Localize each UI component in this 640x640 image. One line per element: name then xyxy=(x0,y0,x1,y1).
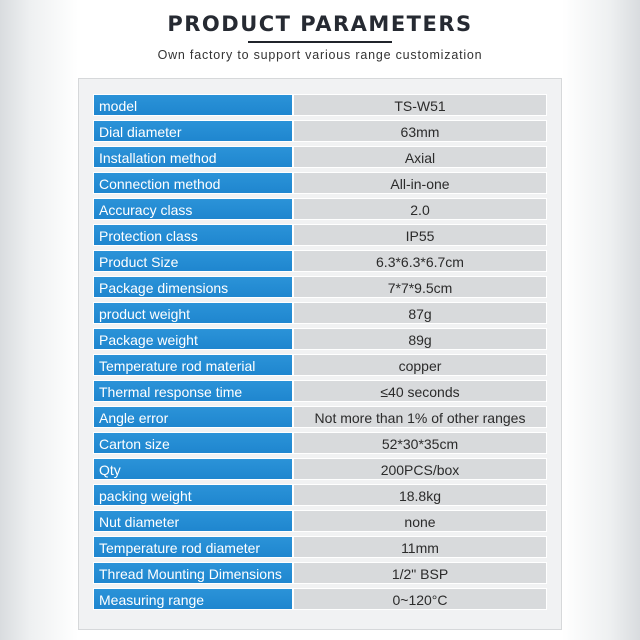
parameter-label: Measuring range xyxy=(93,588,293,610)
table-row xyxy=(93,458,547,480)
parameter-value: IP55 xyxy=(293,224,547,246)
parameter-value: 63mm xyxy=(293,120,547,142)
parameter-value: 1/2" BSP xyxy=(293,562,547,584)
parameter-value: copper xyxy=(293,354,547,376)
parameter-label: Nut diameter xyxy=(93,510,293,532)
parameters-table xyxy=(78,78,562,630)
parameter-label: Carton size xyxy=(93,432,293,454)
parameter-value: 18.8kg xyxy=(293,484,547,506)
table-row xyxy=(93,224,547,246)
page-title: PRODUCT PARAMETERS xyxy=(167,12,473,36)
parameter-label: Angle error xyxy=(93,406,293,428)
parameter-value: Axial xyxy=(293,146,547,168)
table-row xyxy=(93,588,547,610)
parameter-label: Qty xyxy=(93,458,293,480)
parameter-label: Temperature rod material xyxy=(93,354,293,376)
parameter-value: 7*7*9.5cm xyxy=(293,276,547,298)
table-row xyxy=(93,536,547,558)
parameter-value: 6.3*6.3*6.7cm xyxy=(293,250,547,272)
parameter-value: 52*30*35cm xyxy=(293,432,547,454)
parameter-value: 2.0 xyxy=(293,198,547,220)
parameter-value: All-in-one xyxy=(293,172,547,194)
parameter-label: Protection class xyxy=(93,224,293,246)
table-row xyxy=(93,276,547,298)
parameter-value: 89g xyxy=(293,328,547,350)
parameter-value: 200PCS/box xyxy=(293,458,547,480)
parameter-label: Temperature rod diameter xyxy=(93,536,293,558)
parameter-value: ≤40 seconds xyxy=(293,380,547,402)
table-row xyxy=(93,302,547,324)
parameter-label: Package weight xyxy=(93,328,293,350)
parameter-label: model xyxy=(93,94,293,116)
parameter-value: Not more than 1% of other ranges xyxy=(293,406,547,428)
table-row xyxy=(93,198,547,220)
table-row xyxy=(93,380,547,402)
parameter-value: 11mm xyxy=(293,536,547,558)
parameter-value: TS-W51 xyxy=(293,94,547,116)
table-row xyxy=(93,562,547,584)
table-row xyxy=(93,354,547,376)
parameter-value: 0~120°C xyxy=(293,588,547,610)
parameter-label: Accuracy class xyxy=(93,198,293,220)
table-row xyxy=(93,172,547,194)
parameter-label: Thread Mounting Dimensions xyxy=(93,562,293,584)
parameter-label: product weight xyxy=(93,302,293,324)
title-underline xyxy=(248,41,392,43)
parameter-label: Product Size xyxy=(93,250,293,272)
table-row xyxy=(93,94,547,116)
table-row xyxy=(93,250,547,272)
parameter-label: Thermal response time xyxy=(93,380,293,402)
table-row xyxy=(93,146,547,168)
header xyxy=(78,0,562,72)
table-row xyxy=(93,328,547,350)
table-row xyxy=(93,510,547,532)
parameter-value: none xyxy=(293,510,547,532)
parameters-rows xyxy=(93,94,547,614)
parameter-label: Installation method xyxy=(93,146,293,168)
parameter-label: Package dimensions xyxy=(93,276,293,298)
page-subtitle: Own factory to support various range customization xyxy=(157,48,483,62)
parameter-label: Dial diameter xyxy=(93,120,293,142)
table-row xyxy=(93,406,547,428)
parameter-value: 87g xyxy=(293,302,547,324)
parameter-label: Connection method xyxy=(93,172,293,194)
parameter-label: packing weight xyxy=(93,484,293,506)
table-row xyxy=(93,432,547,454)
table-row xyxy=(93,484,547,506)
table-row xyxy=(93,120,547,142)
